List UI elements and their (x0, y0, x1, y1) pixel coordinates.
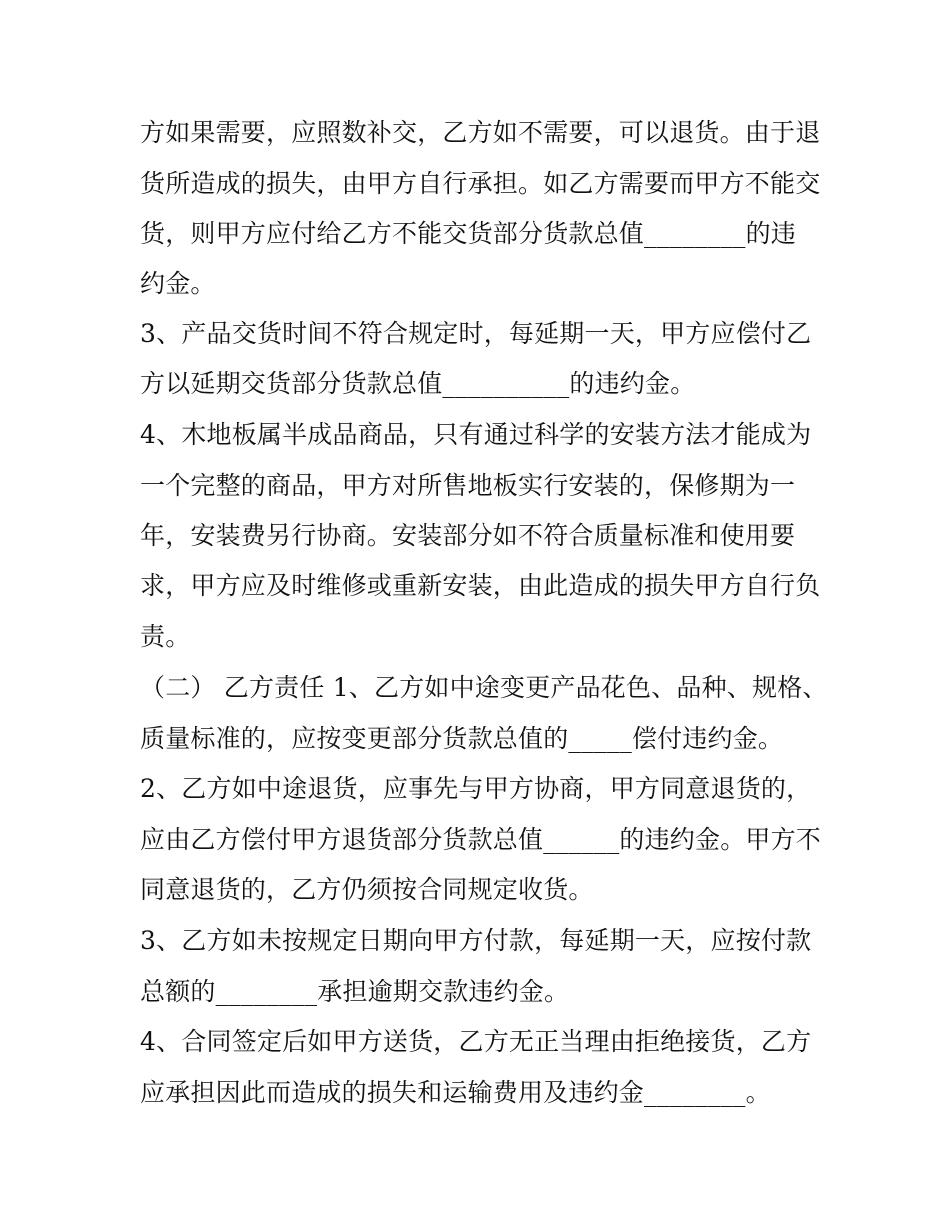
text-line: 4、合同签定后如甲方送货，乙方无正当理由拒绝接货，乙方 (140, 1027, 812, 1056)
text-line: 4、木地板属半成品商品，只有通过科学的安装方法才能成为 (140, 420, 812, 449)
text-line: 应承担因此而造成的损失和运输费用及违约金________。 (140, 1078, 771, 1107)
text-line: 货所造成的损失，由甲方自行承担。如乙方需要而甲方不能交 (140, 169, 821, 198)
text-line: 2、乙方如中途退货，应事先与甲方协商，甲方同意退货的， (140, 774, 812, 803)
text-line: 方如果需要，应照数补交，乙方如不需要，可以退货。由于退 (140, 118, 821, 147)
text-line: 方以延期交货部分货款总值__________的违约金。 (140, 369, 696, 398)
text-line: 应由乙方偿付甲方退货部分货款总值______的违约金。甲方不 (140, 825, 822, 854)
text-line: 同意退货的，乙方仍须按合同规定收货。 (140, 875, 594, 904)
text-line: 3、乙方如未按规定日期向甲方付款，每延期一天，应按付款 (140, 926, 812, 955)
text-line: 约金。 (140, 269, 216, 298)
text-line: 求，甲方应及时维修或重新安装，由此造成的损失甲方自行负 (140, 571, 821, 600)
text-line: 一个完整的商品，甲方对所售地板实行安装的，保修期为一 (140, 471, 796, 500)
section-heading-line: （二） 乙方责任 1、乙方如中途变更产品花色、品种、规格、 (140, 673, 828, 702)
text-line: 质量标准的，应按变更部分货款总值的_____偿付违约金。 (140, 724, 784, 753)
text-line: 货，则甲方应付给乙方不能交货部分货款总值________的违 (140, 219, 797, 248)
text-line: 总额的________承担逾期交款违约金。 (140, 977, 570, 1006)
text-line: 3、产品交货时间不符合规定时，每延期一天，甲方应偿付乙 (140, 319, 812, 348)
text-line: 责。 (140, 622, 191, 651)
text-line: 年，安装费另行协商。安装部分如不符合质量标准和使用要 (140, 521, 796, 550)
